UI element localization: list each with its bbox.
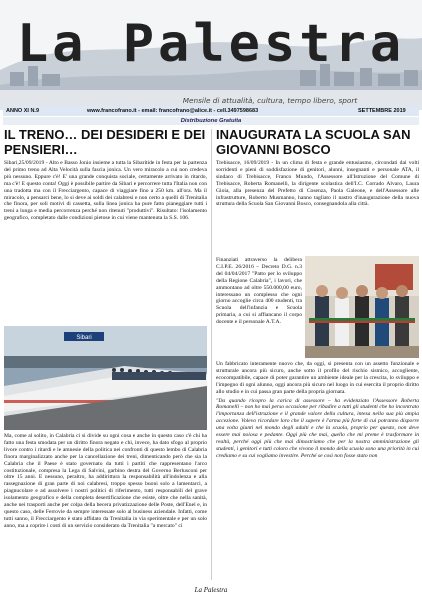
contact-line: www.francofrano.it - email: francofrano@alice.it - cell.3497598683	[87, 108, 259, 114]
page-footer: La Palestra	[194, 586, 228, 594]
distribution-banner: Distribuzione Gratuita	[3, 117, 419, 125]
right-article-paragraph-3: Un fabbricato interamente nuovo che, da oggi, si presenta con un assetto funzionale e strutturale ancora più sicuro, anche sotto il profilo del rischio sismico, accogliente, ecocompatibile, capace di poter garantire un ambiente ideale per la crescita, lo sviluppo e l'impegno di ogni alunno, oggi ancora più sicuro nel luogo in cui esercita il proprio diritto allo studio e in cui passa gran parte della propria giornata.	[216, 361, 419, 395]
issue-number: ANNO XI N.9	[6, 108, 40, 114]
right-article-paragraph-1: Trebisacce, 16/09/2019 - In un clima di festa e grande entusiasmo, circondati dai volti sorridenti e pieni di soddisfazione di genitori, alunni, insegnanti e personale ATA, il sindaco di Trebisacce, Franco Mundo, l'Assessore all'Istruzione del Comune di Trebisacce, Roberta Romanelli, la dirigente scolastica dell'I.C. Corrado Alvaro, Laura Gioia, alla presenza del Prefetto di Cosenza, Paola Galeone, e dell'Assessore alle infrastrutture, Roberto Musmanno, hanno tagliato il nastro d'inaugurazione della nuova struttura della Scuola San Giovanni Bosco, consegnandola alla città.	[216, 160, 419, 208]
masthead	[0, 0, 422, 110]
left-article	[4, 127, 207, 222]
left-article-headline: IL TRENO… DEI DESIDERI E DEI PENSIERI…	[4, 127, 206, 157]
left-article-paragraph: Sibari,25/09/2019 - Alto e Basso Jonio insieme a tutta la Sibaritide in festa per la partenza del primo treno ad Alta Velocità sulla fascia jonica. Un vero miracolo a cui non credeva più nessuno. Eppure c'è! E' una grande conquista sociale, certamente arrivato in ritardo, ma c'è! E questo conta! Oggi è possibile partire da Sibari e percorrere tutta l'Italia non con una tradotta ma con il Frecciargento, capace di viaggiare fino a 250 km. all'ora. Ma il miracolo, a pensarci bene, lo si deve ai soldi dei calabresi e non certo a quelli di Trenitalia che finora, per soli motivi di cassetta, sulla linea jonica ha pure fatto pianeggiare tutti i treni a lunga e media percorrenza perché non ritenuti "produttivi". Risultato: l'isolamento geografico, completato dalle condizioni pietose in cui viene mantenuta la S.S. 106.	[4, 160, 207, 222]
newspaper-title: La Palestra	[16, 14, 406, 74]
left-article-continued	[4, 433, 207, 530]
issue-date: SETTEMBRE 2019	[358, 108, 406, 114]
issue-info-bar	[3, 106, 419, 116]
newspaper-subtitle: Mensile di attualità, cultura, tempo libero, sport	[182, 96, 358, 105]
right-article-headline: INAUGURATA LA SCUOLA SAN GIOVANNI BOSCO	[216, 127, 411, 157]
train-station-photo	[4, 326, 207, 430]
right-article-paragraph-2: Finanziati attraverso la delibera C.I.P.E. 26/2016 – Decreto D.G. n.3 del 04/04/2017 "Patto per lo sviluppo della Regione Calabria", i lavori, che ammontano ad oltre 550.000,00 euro, interessano un complesso che ogni giorno accoglie circa 400 studenti, tra Scuola dell'infanzia e Scuola primaria, a cui si affiancano il corpo docente e il personale A.T.A.	[216, 257, 302, 326]
right-article-continued	[216, 361, 419, 460]
station-sign-text: Sibari	[76, 335, 92, 341]
column-divider	[211, 129, 212, 580]
right-article-financing	[216, 257, 302, 326]
left-article-body-1	[4, 160, 207, 222]
ribbon-cutting-photo	[305, 256, 419, 358]
left-article-paragraph-2: Ma, come al solito, in Calabria ci si divide su ogni cosa e anche in questo caso c'è chi ha fatto una festa smodata per un diritto finora negato e chi, invece, ha dato sfogo al proprio livore contro i ritardi e le amnesie della politica nei confronti di questo lembo di Calabria finora marginalizzato anche per la cancellazione dei treni, dimenticando però che sia la Calabria che il Paese è stato governato da tutti i partiti che rappresentano l'arco costituzionale, compresa la Lega di Salvini, garbino destra del Governo Berlusconi per oltre 15 anni. E nessuno, peraltro, ha addirittura la responsabilità all'indolenza e alla rassegnazione di gran parte di noi calabresi, troppo spesso buoni solo a lamentarci, a piagnucolare e ad assolvere i nostri politici di riferimento, tutti responsabili del grave isolamento geografico e della completa desertificazione che esiste, oltre che nella sanità, anche nei trasporti anche per colpa della becera privatizzazione delle Poste, dell'Enel e, in questo caso, delle Ferrovie da sempre interessate solo al business aziendale. Infatti, come tutti sanno, il Frecciargento è stato affidato da Trenitalia in via sperimentale e per un solo anno, ma a coprire i costi di un servizio considerato da Trenitalia "a mercato" ci	[4, 433, 207, 529]
right-article	[216, 127, 419, 208]
right-article-paragraph-4: "Da quando ricopro la carica di assessore – ha evidenziato l'Assessore Roberta Romanelli – non ho mai perso occasione per ribadire a tutti gli studenti che ho incontrato l'importanza dell'istruzione e il grande valore della cultura, intesa nella sua più ampia accezione. Volevo ricordare loro che il sapere è l'arma più forte di cui potranno disporre una volta giunti nel mondo degli adulti e che la scuola, proprio per questo, non deve essere mai noiosa e pedante. Oggi più che mai, quello che mi preme è trasformare in realtà, perché oggi più che mai dimostriamo che per la nostra amministrazione gli studenti, i genitori e tutti coloro che vivono il mondo della scuola sono una priorità in cui crediamo e su cui vogliamo investire. Perché se così non fosse stato non	[216, 397, 419, 459]
